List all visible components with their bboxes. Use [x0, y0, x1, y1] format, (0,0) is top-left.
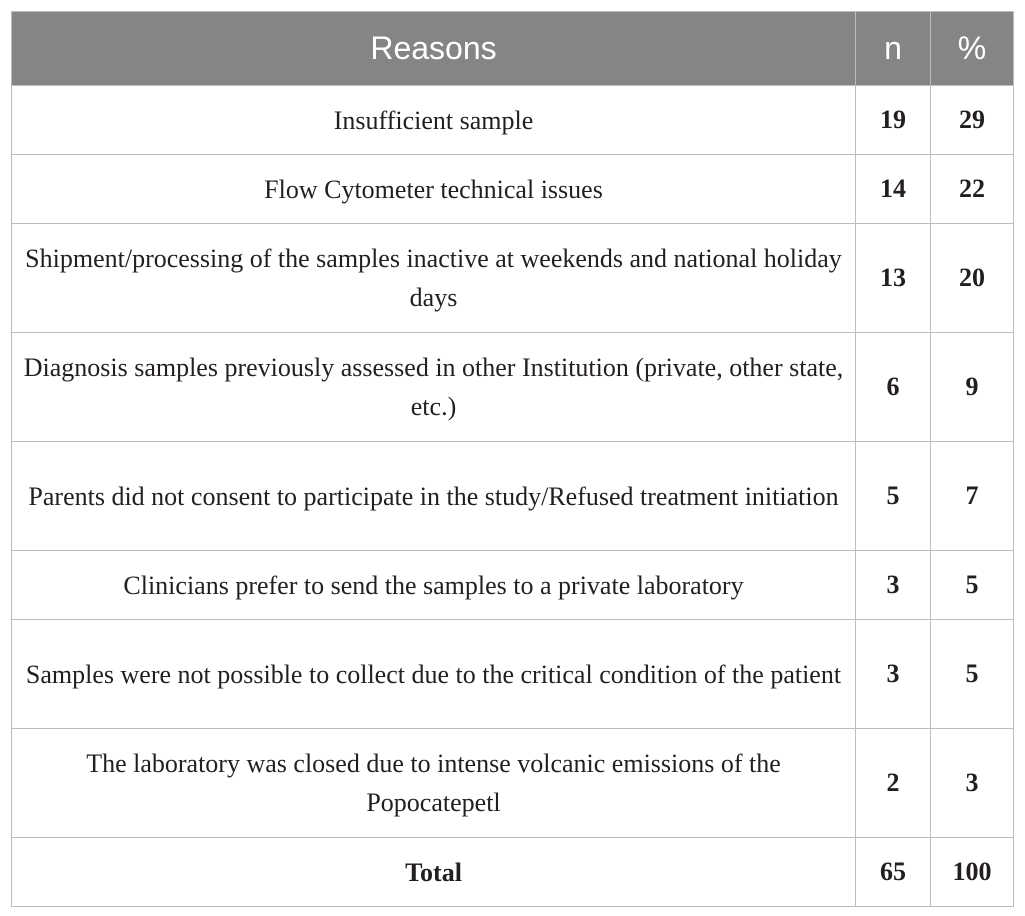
- n-cell: 3: [856, 551, 931, 620]
- n-cell: 2: [856, 729, 931, 838]
- n-cell: 6: [856, 333, 931, 442]
- n-cell: 14: [856, 155, 931, 224]
- percent-cell: 5: [931, 620, 1014, 729]
- reason-cell: Diagnosis samples previously assessed in other Institution (private, other state, etc.): [12, 333, 856, 442]
- table-row: [12, 333, 1014, 442]
- table-row: [12, 551, 1014, 620]
- reason-cell: The laboratory was closed due to intense volcanic emissions of the Popocatepetl: [12, 729, 856, 838]
- table-row: [12, 155, 1014, 224]
- total-label: Total: [12, 838, 856, 907]
- reason-cell: Parents did not consent to participate in the study/Refused treatment initiation: [12, 442, 856, 551]
- header-n: n: [856, 12, 931, 86]
- header-row: [12, 12, 1014, 86]
- percent-cell: 20: [931, 224, 1014, 333]
- reasons-table: [11, 11, 1014, 907]
- percent-cell: 7: [931, 442, 1014, 551]
- header-percent: %: [931, 12, 1014, 86]
- table-row: [12, 86, 1014, 155]
- n-cell: 13: [856, 224, 931, 333]
- reason-cell: Clinicians prefer to send the samples to a private laboratory: [12, 551, 856, 620]
- reason-cell: Flow Cytometer technical issues: [12, 155, 856, 224]
- percent-cell: 22: [931, 155, 1014, 224]
- table-row: [12, 224, 1014, 333]
- n-cell: 19: [856, 86, 931, 155]
- reasons-table-container: [11, 11, 1013, 907]
- percent-cell: 3: [931, 729, 1014, 838]
- percent-cell: 9: [931, 333, 1014, 442]
- total-percent: 100: [931, 838, 1014, 907]
- n-cell: 3: [856, 620, 931, 729]
- reason-cell: Samples were not possible to collect due to the critical condition of the patient: [12, 620, 856, 729]
- header-reasons: Reasons: [12, 12, 856, 86]
- table-row: [12, 729, 1014, 838]
- percent-cell: 29: [931, 86, 1014, 155]
- n-cell: 5: [856, 442, 931, 551]
- total-row: [12, 838, 1014, 907]
- table-row: [12, 442, 1014, 551]
- table-row: [12, 620, 1014, 729]
- reason-cell: Insufficient sample: [12, 86, 856, 155]
- reason-cell: Shipment/processing of the samples inactive at weekends and national holiday days: [12, 224, 856, 333]
- table-header: [12, 12, 1014, 86]
- total-n: 65: [856, 838, 931, 907]
- table-body: [12, 86, 1014, 907]
- percent-cell: 5: [931, 551, 1014, 620]
